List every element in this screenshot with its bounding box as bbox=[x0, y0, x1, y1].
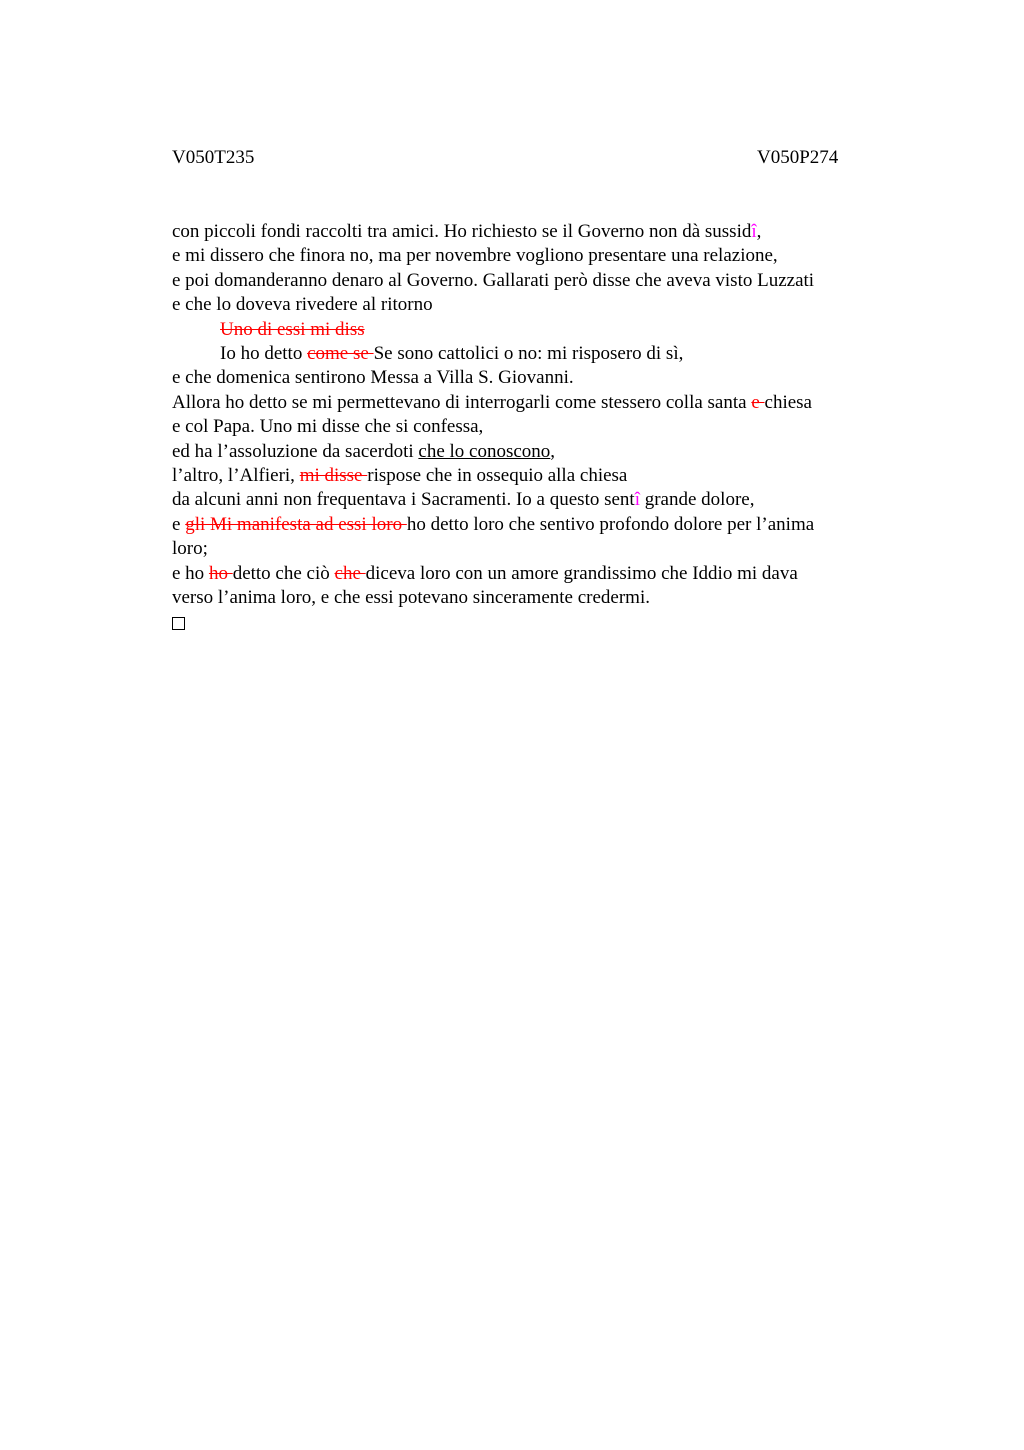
text-run: l’altro, l’Alfieri, bbox=[172, 465, 300, 487]
text-line-2: e mi dissero che finora no, ma per novembre vogliono presentare una relazione, bbox=[172, 245, 778, 267]
text-line-16: verso l’anima loro, e che essi potevano sinceramente credermi. bbox=[172, 587, 650, 609]
text-line-13 bbox=[172, 513, 892, 537]
text-line-9: e col Papa. Uno mi disse che si confessa, bbox=[172, 416, 484, 438]
page-code-right: V050P274 bbox=[757, 147, 839, 168]
text-run: e bbox=[172, 513, 186, 535]
text-run: ed ha l’assoluzione da sacerdoti bbox=[172, 440, 419, 462]
deleted-text: come se bbox=[307, 343, 374, 365]
document-code-left: V050T235 bbox=[172, 147, 255, 168]
text-line-3: e poi domanderanno denaro al Governo. Gallarati però disse che aveva visto Luzzati bbox=[172, 269, 815, 291]
underlined-text: che lo conoscono bbox=[418, 440, 551, 462]
text-run: grande dolore, bbox=[639, 489, 755, 511]
deleted-text: mi disse bbox=[299, 465, 368, 487]
text-run: , bbox=[550, 440, 556, 462]
text-run: , bbox=[756, 221, 762, 242]
deleted-text: e bbox=[751, 391, 765, 413]
text-line-6 bbox=[172, 342, 892, 366]
end-of-text-box-icon bbox=[172, 617, 185, 630]
text-run: detto che ciò bbox=[232, 562, 335, 584]
text-run: Allora ho detto se mi permettevano di interrogarli come stessero colla santa bbox=[172, 391, 752, 413]
insertion-mark: î bbox=[751, 221, 757, 242]
transcription-body bbox=[172, 220, 892, 630]
text-line-1 bbox=[172, 220, 892, 244]
text-line-11 bbox=[172, 464, 892, 488]
text-line-10 bbox=[172, 440, 892, 464]
text-run: rispose che in ossequio alla chiesa bbox=[367, 465, 628, 487]
insertion-mark: î bbox=[634, 489, 640, 511]
text-line-12 bbox=[172, 488, 892, 512]
text-line-8 bbox=[172, 391, 892, 415]
deleted-text: che bbox=[334, 562, 366, 584]
deleted-text: Uno di essi mi diss bbox=[220, 318, 365, 340]
text-run: da alcuni anni non frequentava i Sacramenti. Io a questo sent bbox=[172, 489, 635, 511]
text-run: chiesa bbox=[764, 391, 812, 413]
text-run: ho detto loro che sentivo profondo dolore per l’anima bbox=[406, 513, 815, 535]
text-line-14: loro; bbox=[172, 538, 208, 560]
text-run: Se sono cattolici o no: mi risposero di sì, bbox=[373, 343, 684, 365]
text-line-15 bbox=[172, 562, 892, 586]
text-line-5 bbox=[172, 318, 892, 342]
deleted-text: ho bbox=[208, 562, 233, 584]
text-run: con piccoli fondi raccolti tra amici. Ho richiesto se il Governo non dà sussid bbox=[172, 221, 752, 242]
text-line-4: e che lo doveva rivedere al ritorno bbox=[172, 294, 433, 316]
text-line-7: e che domenica sentirono Messa a Villa S. Giovanni. bbox=[172, 367, 574, 389]
text-run: Io ho detto bbox=[220, 343, 308, 365]
deleted-text: gli Mi manifesta ad essi loro bbox=[185, 513, 407, 535]
text-run: e ho bbox=[172, 562, 209, 584]
text-run: diceva loro con un amore grandissimo che Iddio mi dava bbox=[365, 562, 798, 584]
